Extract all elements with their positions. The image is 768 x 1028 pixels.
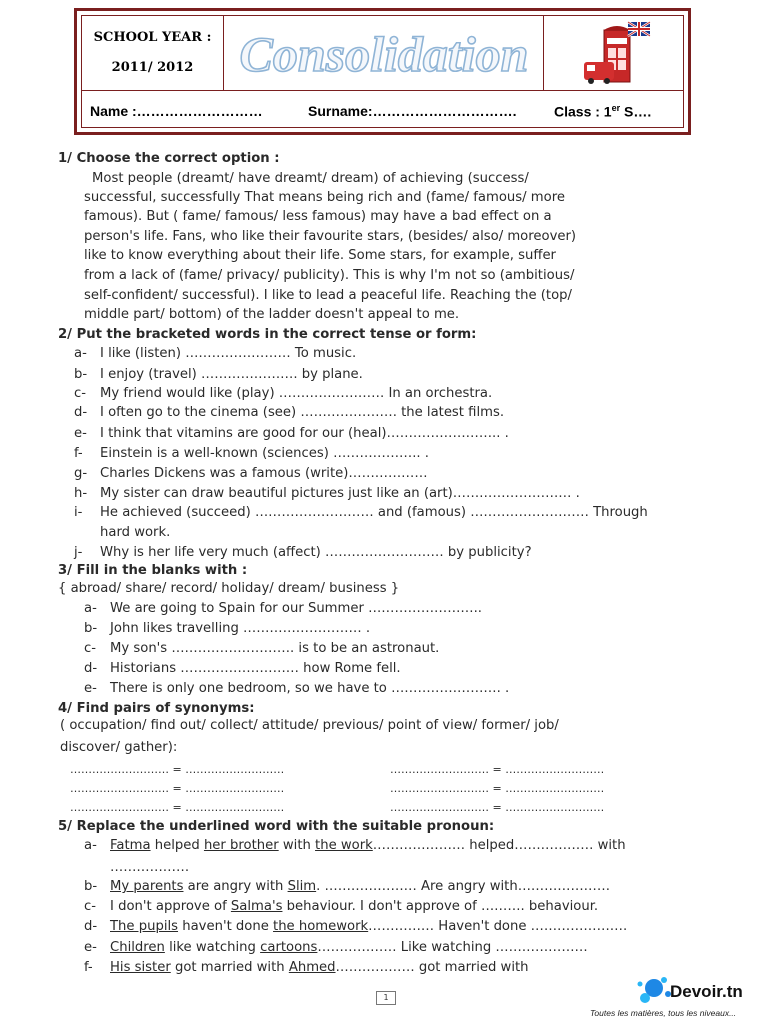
sentence-part: with bbox=[278, 838, 316, 853]
ex2-item-text: Why is her life very much (affect) ……………………… by publicity? bbox=[100, 545, 532, 560]
ex3-item-label: c- bbox=[84, 641, 97, 656]
ex5-item-label: d- bbox=[84, 919, 98, 934]
sentence-part: ……………… bbox=[110, 860, 190, 875]
underlined-word: My parents bbox=[110, 879, 184, 894]
ex1-line: middle part/ bottom) of the ladder doesn't appeal to me. bbox=[84, 307, 460, 322]
ex4-word-bank-1: ( occupation/ find out/ collect/ attitude/ previous/ point of view/ former/ job/ bbox=[60, 718, 559, 733]
ex5-heading: 5/ Replace the underlined word with the suitable pronoun: bbox=[58, 819, 495, 834]
ex5-item-text bbox=[110, 838, 626, 854]
ex4-heading: 4/ Find pairs of synonyms: bbox=[58, 701, 255, 716]
class-suffix: S…. bbox=[620, 103, 652, 120]
ex1-line: Most people (dreamt/ have dreamt/ dream) of achieving (success/ bbox=[92, 171, 529, 186]
ex2-item-text: Einstein is a well-known (sciences) ……………….. . bbox=[100, 446, 429, 461]
ex3-item-label: d- bbox=[84, 661, 98, 676]
ex5-item-label: b- bbox=[84, 879, 98, 894]
class-label bbox=[554, 103, 651, 120]
logo-tagline: Toutes les matières, tous les niveaux... bbox=[590, 1008, 737, 1018]
name-label: Name :……………………… bbox=[90, 103, 263, 119]
class-sup: er bbox=[611, 103, 621, 113]
underlined-word: the work bbox=[315, 838, 373, 853]
ex5-item-label: e- bbox=[84, 940, 97, 955]
ex1-line: self-confident/ successful). I like to lead a peaceful life. Reaching the (top/ bbox=[84, 288, 572, 303]
ex3-item-text: My son's ………………………. is to be an astronaut. bbox=[110, 641, 440, 656]
header-inner bbox=[81, 15, 684, 128]
school-year-label: SCHOOL YEAR : bbox=[93, 30, 212, 45]
school-year-cell bbox=[82, 16, 224, 90]
ex3-item-text: There is only one bedroom, so we have to ……………………. . bbox=[110, 681, 510, 696]
phone-box-bus-icon bbox=[544, 16, 684, 90]
ex5-item-text bbox=[110, 899, 598, 915]
ex2-item-label: c- bbox=[74, 386, 87, 401]
sentence-part: got married with bbox=[170, 960, 289, 975]
title-cell bbox=[224, 16, 544, 90]
ex5-item-text bbox=[110, 879, 610, 895]
ex5-item-label: c- bbox=[84, 899, 97, 914]
ex1-line: successful, successfully That means being rich and (fame/ famous/ more bbox=[84, 190, 565, 205]
ex5-item-text bbox=[110, 919, 627, 935]
sentence-part: behaviour. I don't approve of ………. behaviour. bbox=[282, 899, 599, 914]
sentence-part: …………… Haven't done …………………. bbox=[368, 919, 628, 934]
sentence-part: haven't done bbox=[178, 919, 274, 934]
ex1-line: person's life. Fans, who like their favourite stars, (besides/ also/ moreover) bbox=[84, 229, 577, 244]
ex2-heading: 2/ Put the bracketed words in the correct tense or form: bbox=[58, 327, 477, 342]
ex1-heading: 1/ Choose the correct option : bbox=[58, 151, 280, 166]
page-number: 1 bbox=[376, 991, 396, 1005]
ex5-item-label: f- bbox=[84, 960, 93, 975]
title-graphic bbox=[224, 16, 543, 90]
ex1-line: like to know everything about their life. Some stars, for example, suffer bbox=[84, 248, 556, 263]
ex3-item-text: John likes travelling ……………………… . bbox=[110, 621, 371, 636]
devoir-logo bbox=[590, 968, 766, 1024]
sentence-part: like watching bbox=[164, 940, 261, 955]
underlined-word: The pupils bbox=[110, 919, 179, 934]
synonym-pair-left: ……………………… = ……………………… bbox=[70, 782, 285, 795]
sentence-part: are angry with bbox=[183, 879, 288, 894]
underlined-word: His sister bbox=[110, 960, 171, 975]
ex2-item-text: My friend would like (play) …………………… In an orchestra. bbox=[100, 386, 493, 401]
underlined-word: the homework bbox=[273, 919, 369, 934]
ex5-item-text bbox=[110, 860, 189, 876]
synonym-pair-right: ……………………… = ……………………… bbox=[390, 763, 605, 776]
ex5-item-text bbox=[110, 940, 588, 956]
underlined-word: Ahmed bbox=[288, 960, 336, 975]
underlined-word: her brother bbox=[203, 838, 279, 853]
ex3-heading: 3/ Fill in the blanks with : bbox=[58, 563, 248, 578]
class-text: Class : 1 bbox=[554, 103, 612, 120]
ex3-item-text: We are going to Spain for our Summer …………………….. bbox=[110, 601, 482, 616]
synonym-pair-right: ……………………… = ……………………… bbox=[390, 801, 605, 814]
ex2-item-label: e- bbox=[74, 426, 87, 441]
ex5-item-text bbox=[110, 960, 529, 976]
ex3-word-bank: { abroad/ share/ record/ holiday/ dream/ business } bbox=[58, 581, 400, 596]
ex2-item-label: d- bbox=[74, 405, 88, 420]
surname-label: Surname:…………………………. bbox=[308, 103, 517, 119]
ex1-line: famous). But ( fame/ famous/ less famous) may have a bad effect on a bbox=[84, 209, 552, 224]
ex2-item-text: I enjoy (travel) …………………. by plane. bbox=[100, 367, 363, 382]
london-icon bbox=[544, 16, 683, 90]
ex2-item-text: Charles Dickens was a famous (write)……………… bbox=[100, 466, 428, 481]
underlined-word: Slim bbox=[287, 879, 317, 894]
school-year-value: 2011/ 2012 bbox=[111, 60, 194, 75]
ex2-item-label: j- bbox=[74, 545, 83, 560]
sentence-part: ……………… got married with bbox=[335, 960, 529, 975]
ex2-item-label: i- bbox=[74, 505, 83, 520]
ex2-item-label: h- bbox=[74, 486, 88, 501]
ex2-item-label: b- bbox=[74, 367, 88, 382]
ex2-item-text: I often go to the cinema (see) …………………. the latest films. bbox=[100, 405, 505, 420]
logo-text: Devoir.tn bbox=[670, 982, 743, 1001]
synonym-pair-left: ……………………… = ……………………… bbox=[70, 763, 285, 776]
sentence-part: helped bbox=[150, 838, 204, 853]
sentence-part: ……………… Like watching ………………… bbox=[317, 940, 588, 955]
sentence-part: . ………………… Are angry with………………… bbox=[316, 879, 611, 894]
ex3-item-label: e- bbox=[84, 681, 97, 696]
page-title: Consolidation bbox=[239, 26, 529, 82]
ex2-item-text: hard work. bbox=[100, 525, 171, 540]
ex2-item-label: a- bbox=[74, 346, 87, 361]
ex4-word-bank-2: discover/ gather): bbox=[60, 740, 178, 755]
ex2-item-text: I think that vitamins are good for our (heal)…………………….. . bbox=[100, 426, 509, 441]
ex2-item-text: I like (listen) …………………… To music. bbox=[100, 346, 357, 361]
sentence-part: ………………… helped……………… with bbox=[372, 838, 626, 853]
underlined-word: Children bbox=[110, 940, 165, 955]
synonym-pair-left: ……………………… = ……………………… bbox=[70, 801, 285, 814]
ex3-item-label: b- bbox=[84, 621, 98, 636]
ex5-item-label: a- bbox=[84, 838, 97, 853]
underlined-word: Salma's bbox=[230, 899, 283, 914]
synonym-pair-right: ……………………… = ……………………… bbox=[390, 782, 605, 795]
ex2-item-label: g- bbox=[74, 466, 88, 481]
ex2-item-text: He achieved (succeed) ……………………… and (famous) ……………………… Through bbox=[100, 505, 648, 520]
sentence-part: I don't approve of bbox=[110, 899, 231, 914]
ex3-item-label: a- bbox=[84, 601, 97, 616]
ex2-item-text: My sister can draw beautiful pictures just like an (art)……………………… . bbox=[100, 486, 580, 501]
ex2-item-label: f- bbox=[74, 446, 83, 461]
ex1-line: from a lack of (fame/ privacy/ publicity). This is why I'm not so (ambitious/ bbox=[84, 268, 575, 283]
header-student-row bbox=[82, 91, 683, 131]
underlined-word: cartoons bbox=[260, 940, 318, 955]
ex3-item-text: Historians ……………………… how Rome fell. bbox=[110, 661, 401, 676]
header-box bbox=[74, 8, 691, 135]
header-top-row bbox=[82, 16, 683, 91]
underlined-word: Fatma bbox=[110, 838, 151, 853]
